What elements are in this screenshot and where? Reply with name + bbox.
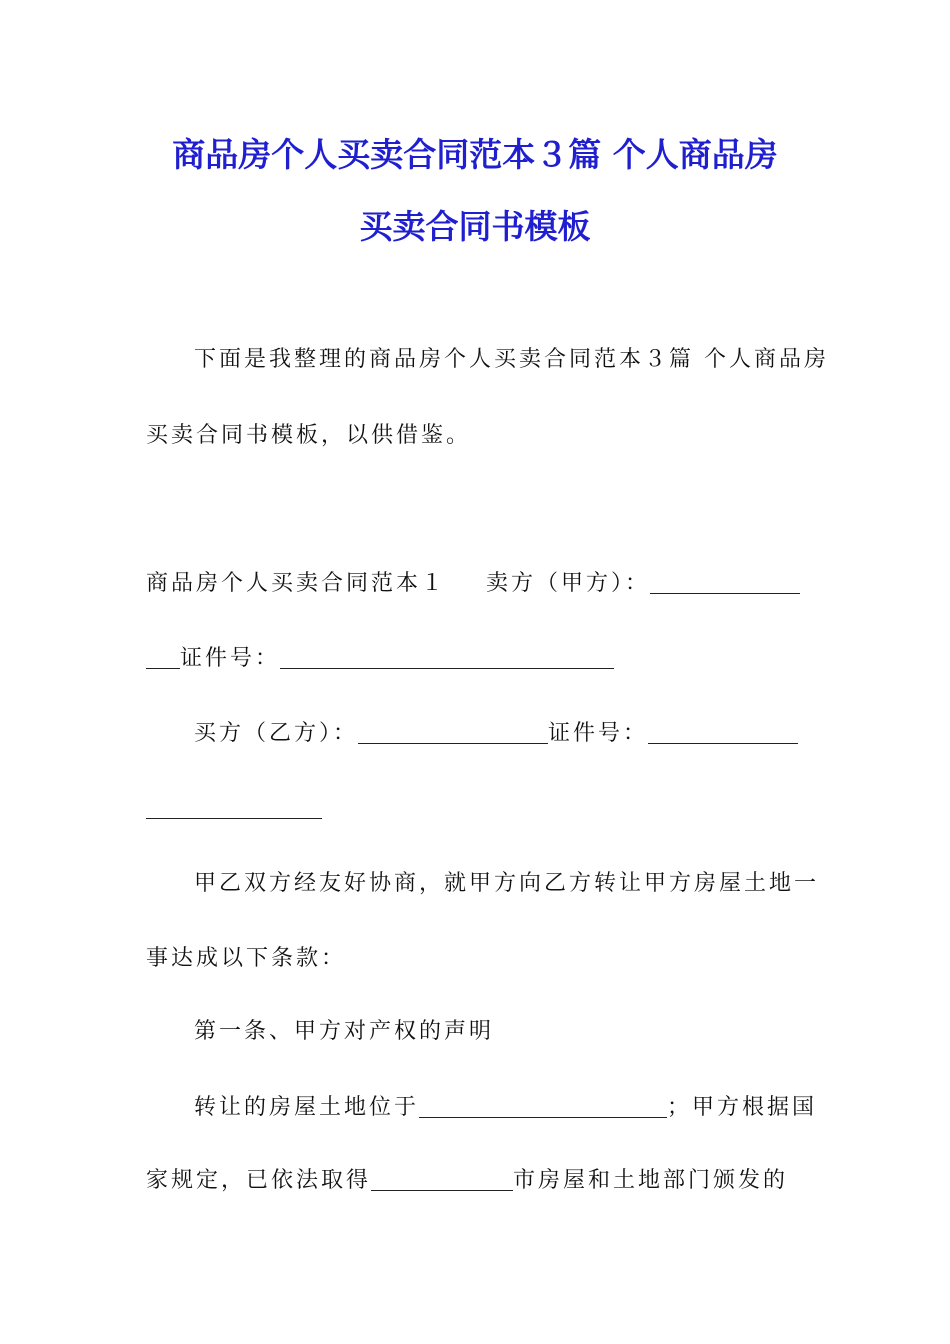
- buyer-id-label: 证件号：: [548, 721, 649, 746]
- agreement-paragraph-line-1: 甲乙双方经友好协商，就甲方向乙方转让甲方房屋土地一: [194, 871, 820, 896]
- property-certificate-label: 家规定，已依法取得: [146, 1168, 372, 1193]
- property-location-blank: [419, 1097, 667, 1118]
- intro-paragraph-line-2: 买卖合同书模板，以供借鉴。: [146, 423, 472, 448]
- property-location-line: [194, 1094, 818, 1122]
- document-title-line-2: 买卖合同书模板: [359, 207, 591, 246]
- seller-name-blank-continued: [146, 648, 180, 669]
- seller-id-line: [146, 645, 806, 673]
- buyer-id-blank-continued: [146, 798, 322, 819]
- buyer-label: 买方（乙方）：: [194, 721, 359, 746]
- seller-line: [146, 570, 806, 598]
- property-certificate-line: [146, 1167, 806, 1195]
- seller-id-label: 证件号：: [180, 646, 281, 671]
- seller-label: 卖方（甲方）：: [486, 571, 651, 596]
- buyer-id-continued-line: [146, 795, 806, 823]
- article-1-title: 第一条、甲方对产权的声明: [194, 1019, 495, 1044]
- city-name-blank: [371, 1170, 513, 1191]
- contract-1-heading: 商品房个人买卖合同范本１: [146, 571, 447, 596]
- buyer-name-blank: [358, 723, 548, 744]
- intro-paragraph-line-1: 下面是我整理的商品房个人买卖合同范本３篇 个人商品房: [194, 347, 829, 372]
- seller-id-blank: [280, 648, 614, 669]
- seller-name-blank: [650, 573, 800, 594]
- agreement-paragraph-line-2: 事达成以下条款：: [146, 946, 347, 971]
- document-title-line-1: 商品房个人买卖合同范本３篇 个人商品房: [172, 135, 778, 174]
- property-location-label: 转让的房屋土地位于: [194, 1095, 420, 1120]
- buyer-id-blank: [648, 723, 798, 744]
- property-location-suffix: ；甲方根据国: [667, 1095, 818, 1120]
- property-certificate-suffix: 市房屋和土地部门颁发的: [513, 1168, 789, 1193]
- buyer-line: [194, 720, 806, 748]
